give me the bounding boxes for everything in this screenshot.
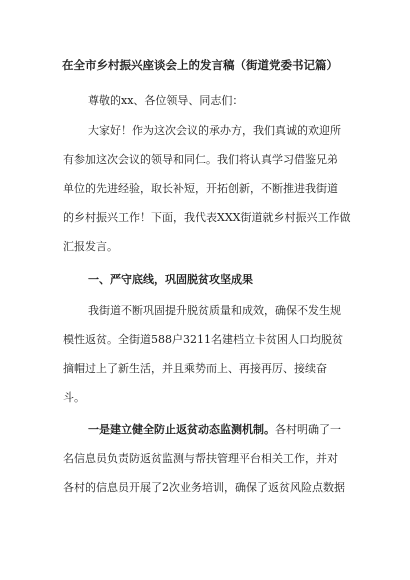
point1-line-3: 各村的信息员开展了2次业务培训，确保了返贫风险点数据 xyxy=(63,481,345,494)
greeting: 尊敬的xx、各位领导、同志们： xyxy=(88,94,244,107)
intro-line-4: 的乡村振兴工作！下面，我代表XXX街道就乡村振兴工作做 xyxy=(63,211,351,224)
intro-line-1: 大家好！作为这次会议的承办方，我们真诚的欢迎所 xyxy=(88,124,341,137)
section1-line-3: 摘帽过上了新生活，并且乘势而上、再接再厉、接续奋 xyxy=(63,362,327,375)
intro-line-2: 有参加这次会议的领导和同仁。我们将认真学习借鉴兄弟 xyxy=(63,153,338,166)
section-heading-1: 一、严守底线，巩固脱贫攻坚成果 xyxy=(88,273,253,286)
point1-bold-text: 一是建立健全防止返贫动态监测机制。 xyxy=(88,423,275,436)
section1-line-2: 模性返贫。全街道588户3211名建档立卡贫困人口均脱贫 xyxy=(63,333,343,346)
intro-line-3: 单位的先进经验，取长补短，开拓创新，不断推进我街道 xyxy=(63,182,338,195)
point1-rest-text: 各村明确了一 xyxy=(275,423,341,436)
document-title: 在全市乡村振兴座谈会上的发言稿（街道党委书记篇） xyxy=(62,58,338,72)
section1-line-4: 斗。 xyxy=(63,391,85,404)
point1-first-line xyxy=(88,423,341,437)
intro-line-5: 汇报发言。 xyxy=(63,240,118,253)
point1-line-2: 名信息员负责防返贫监测与帮扶管理平台相关工作，并对 xyxy=(63,452,338,465)
section1-line-1: 我街道不断巩固提升脱贫质量和成效，确保不发生规 xyxy=(88,304,341,317)
